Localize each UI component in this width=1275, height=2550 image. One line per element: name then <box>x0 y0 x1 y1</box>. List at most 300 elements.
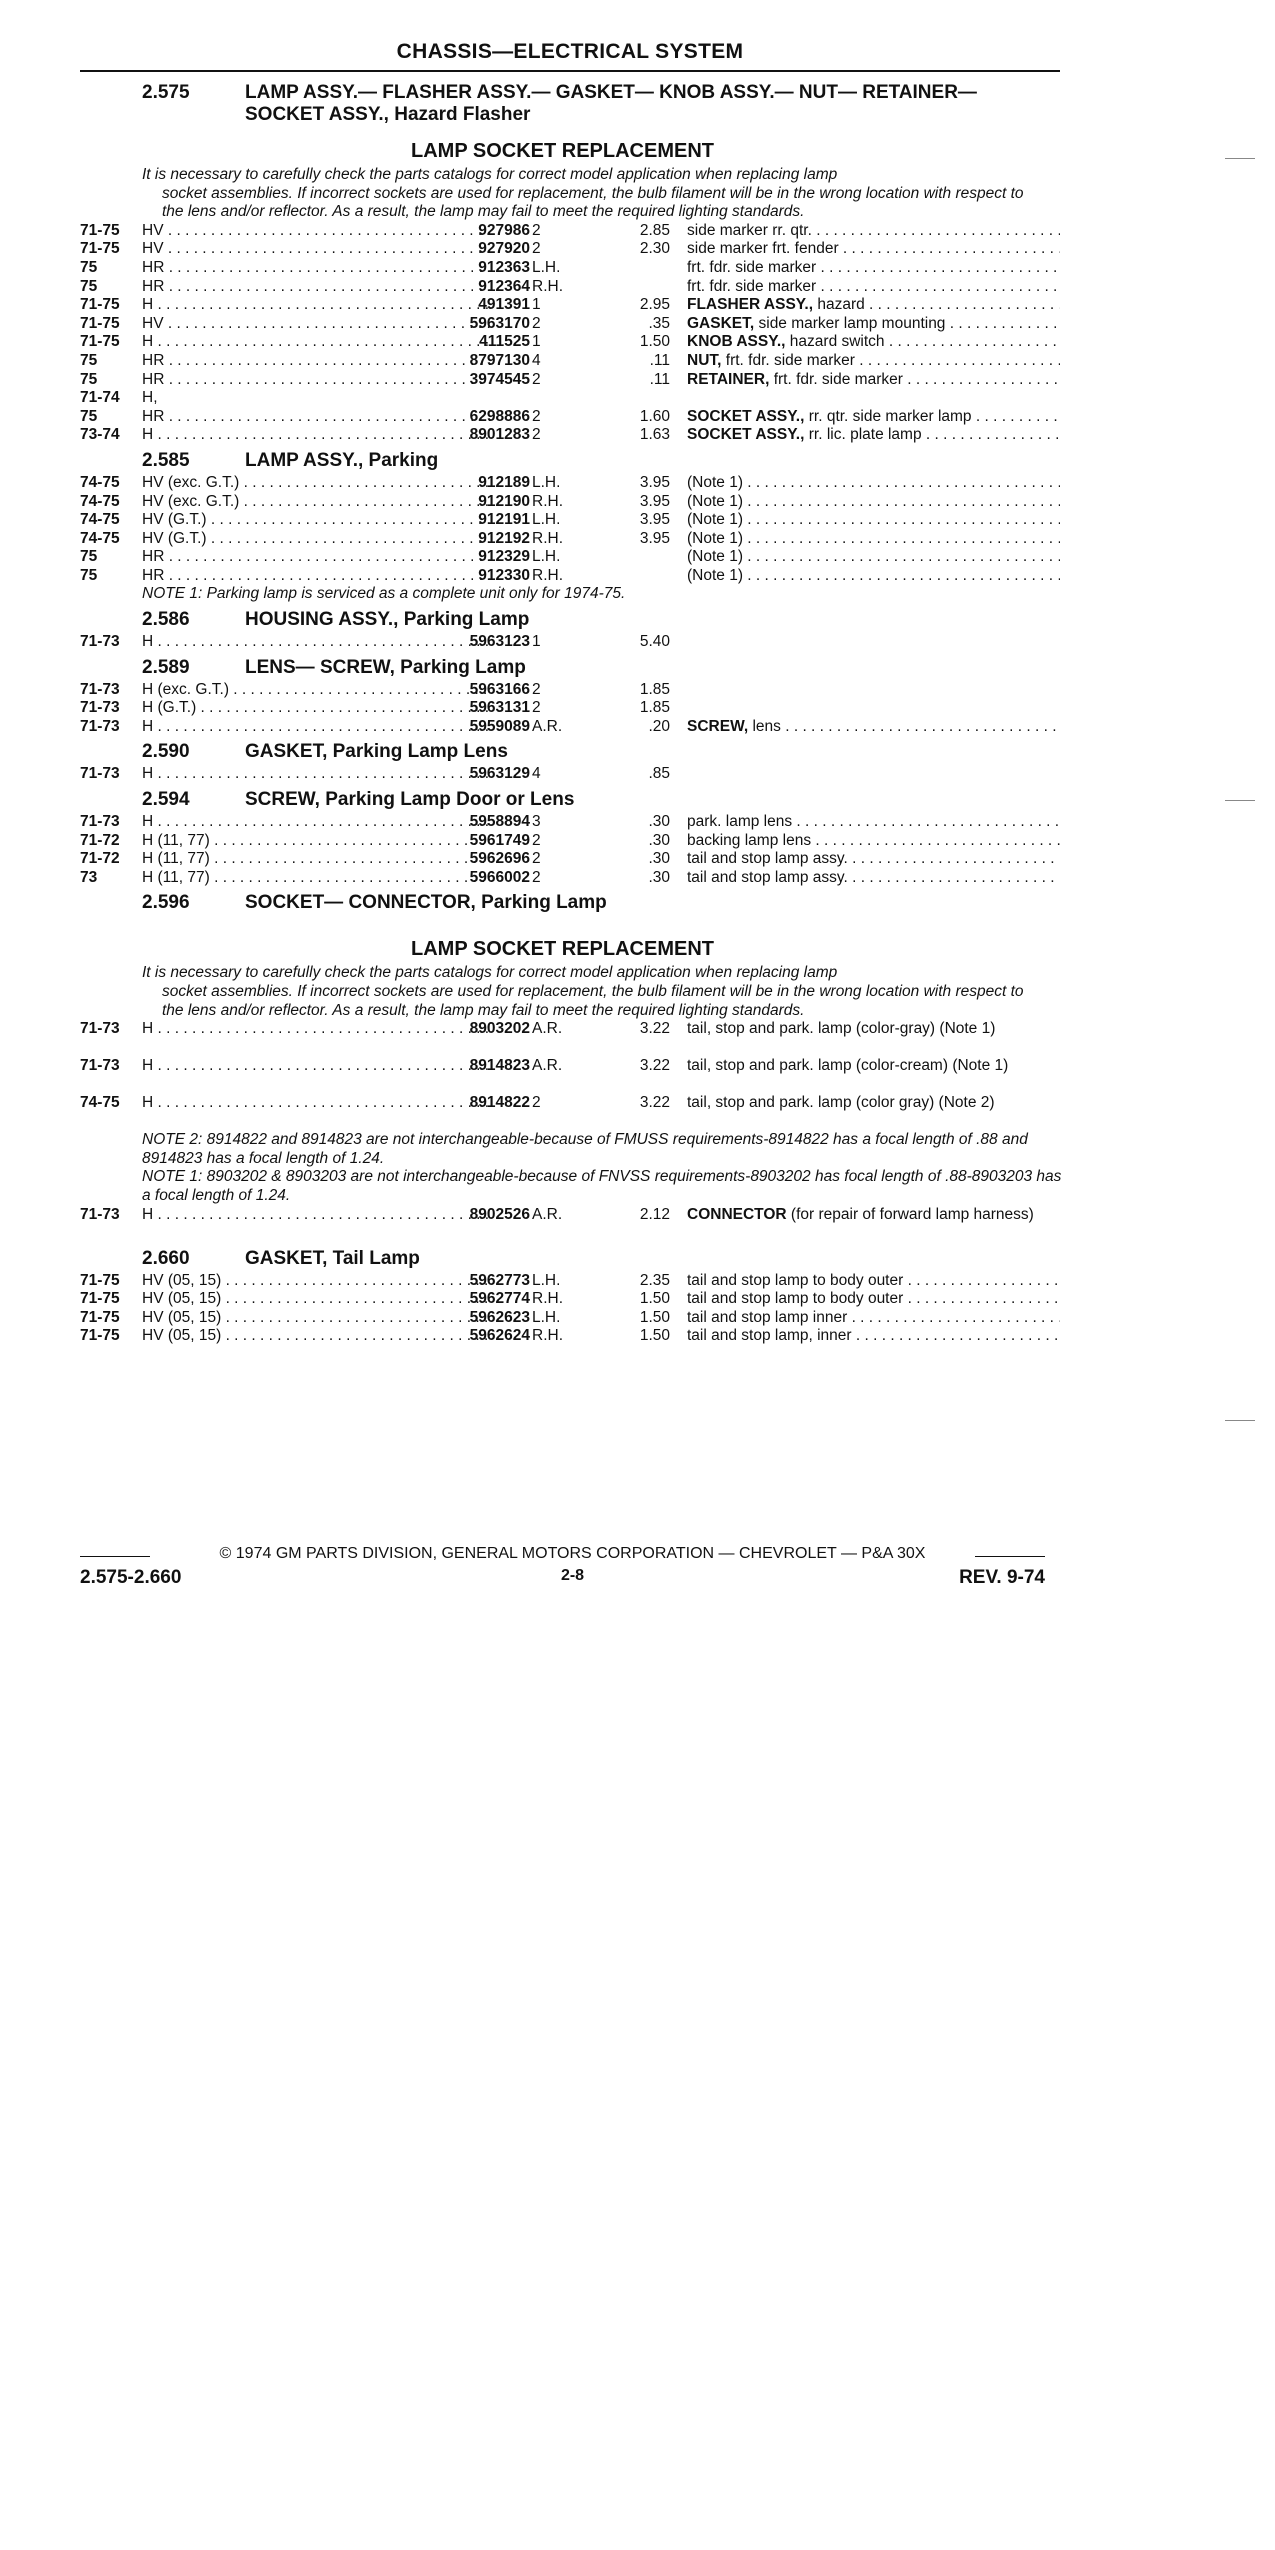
table-row <box>80 333 1065 352</box>
price: .30 <box>648 850 670 868</box>
part-number: 8903202 <box>469 1020 530 1038</box>
part-name-text: (Note 1) <box>687 548 743 566</box>
part-name <box>687 315 1060 334</box>
part-name-text: side marker frt. fender <box>687 240 839 258</box>
model-code: H (11, 77) . . . <box>142 850 492 869</box>
year-range: 74-75 <box>80 492 120 510</box>
quantity: A.R. <box>532 1205 563 1223</box>
quantity: 2 <box>532 680 541 698</box>
table-row <box>80 633 1065 652</box>
part-number: 912329 <box>478 548 530 566</box>
part-name-bold: KNOB ASSY., <box>687 333 786 351</box>
price: 3.95 <box>639 529 670 547</box>
table-row <box>80 718 1065 737</box>
part-name-bold: FLASHER ASSY., <box>687 296 814 314</box>
model-code: HR . . . <box>142 548 492 567</box>
year-range: 71-73 <box>80 680 120 698</box>
part-number: 491391 <box>478 296 530 314</box>
part-number: 5962623 <box>469 1308 530 1326</box>
quantity: R.H. <box>532 566 563 584</box>
part-number: 5962696 <box>469 850 530 868</box>
year-range: 71-75 <box>80 333 120 351</box>
section-title: GASKET, Parking Lamp Lens <box>245 741 508 763</box>
price: 3.95 <box>639 492 670 510</box>
part-name-text: (Note 1) <box>687 473 743 491</box>
parts-table-2660 <box>80 1272 1065 1346</box>
part-name-text: rr. qtr. side marker lamp <box>804 407 972 425</box>
model-code: H . . . <box>142 765 492 784</box>
quantity: 2 <box>532 314 541 332</box>
part-name <box>687 1272 1060 1291</box>
section-number: 2.585 <box>142 449 190 471</box>
quantity: 2 <box>532 850 541 868</box>
part-number: 5962624 <box>469 1327 530 1345</box>
part-name-text: tail and stop lamp to body outer <box>687 1290 904 1308</box>
quantity: L.H. <box>532 511 561 529</box>
section-title: LAMP ASSY., Parking <box>245 449 439 471</box>
year-range: 71-73 <box>80 765 120 783</box>
quantity: 4 <box>532 351 541 369</box>
part-name-text: side marker rr. qtr. <box>687 221 812 239</box>
parts-table-2590 <box>80 765 1065 784</box>
quantity: R.H. <box>532 529 563 547</box>
price: 3.95 <box>639 511 670 529</box>
year-range: 73 <box>80 868 98 886</box>
footer-copyright-line <box>80 1545 1065 1567</box>
table-row <box>80 1057 1065 1094</box>
part-number: 912190 <box>478 492 530 510</box>
part-name-bold: GASKET, <box>687 314 755 332</box>
model-code: HR . . . <box>142 352 492 371</box>
table-row <box>80 493 1065 512</box>
part-name <box>687 850 1060 869</box>
model-code: H (exc. G.T.) . . . <box>142 681 492 700</box>
part-name <box>687 371 1060 390</box>
part-number: 3974545 <box>469 370 530 388</box>
margin-mark <box>1225 1420 1255 1421</box>
section-2589 <box>80 655 1065 681</box>
year-range: 74-75 <box>80 529 120 547</box>
footer-page-number: 2-8 <box>560 1567 585 1584</box>
year-range: 71-75 <box>80 221 120 239</box>
page-footer <box>80 1545 1065 1589</box>
model-code: H . . . <box>142 426 492 445</box>
paragraph-rest: socket assemblies. If incorrect sockets are used for replacement, the bulb filament will be in the wrong location with respect to the lens and/or reflector. As a result, the lamp may fail to meet the required lighting standards. <box>162 184 1024 221</box>
price: .11 <box>649 370 670 388</box>
table-row <box>80 699 1065 718</box>
quantity: 3 <box>532 813 541 831</box>
price: 1.50 <box>639 333 670 351</box>
part-name-bold: SCREW, <box>687 717 749 735</box>
model-code: HV (G.T.) . . . <box>142 511 492 530</box>
part-name <box>687 222 1060 241</box>
model-code: H . . . <box>142 1206 492 1225</box>
part-number: 912191 <box>478 511 530 529</box>
year-range: 73-74 <box>80 426 120 444</box>
parts-table-2585 <box>80 474 1065 586</box>
table-row <box>80 511 1065 530</box>
model-code: H (11, 77) . . . <box>142 869 492 888</box>
price: 1.50 <box>639 1290 670 1308</box>
quantity: 1 <box>532 633 541 651</box>
model-code: HV (05, 15) . . . <box>142 1272 492 1291</box>
part-name-text: tail and stop lamp assy. <box>687 850 848 868</box>
year-range: 71-75 <box>80 1308 120 1326</box>
part-number: 8797130 <box>469 351 530 369</box>
part-name <box>687 548 1060 567</box>
price: 1.60 <box>639 407 670 425</box>
part-name-bold: SOCKET ASSY., <box>687 426 805 444</box>
section-2594 <box>80 787 1065 813</box>
price: 3.22 <box>639 1094 670 1112</box>
part-name-text: frt. fdr. side marker <box>687 258 817 276</box>
table-row <box>80 567 1065 586</box>
table-row <box>80 548 1065 567</box>
year-range: 71-73 <box>80 633 120 651</box>
year-range: 71-75 <box>80 1271 120 1289</box>
price: 2.95 <box>639 296 670 314</box>
socket-replacement-paragraph <box>80 166 1042 222</box>
part-number: 8914823 <box>469 1057 530 1075</box>
year-range: 75 <box>80 548 98 566</box>
part-name <box>687 511 1060 530</box>
part-number: 5963131 <box>469 699 530 717</box>
year-range: 71-73 <box>80 717 120 735</box>
part-number: 5958894 <box>469 813 530 831</box>
year-range: 75 <box>80 370 98 388</box>
part-name-text: tail, stop and park. lamp (color-gray) (Note 1) <box>687 1020 996 1038</box>
part-name-text: (for repair of forward lamp harness) <box>786 1205 1034 1223</box>
year-range: 71-75 <box>80 314 120 332</box>
parts-table-2575 <box>80 222 1065 389</box>
model-code: H, <box>142 389 158 407</box>
table-row <box>80 1272 1065 1291</box>
model-code: HV (G.T.) . . . <box>142 530 492 549</box>
price: 3.22 <box>639 1057 670 1075</box>
quantity: 2 <box>532 240 541 258</box>
footer-info-line <box>80 1567 1065 1589</box>
quantity: L.H. <box>532 258 561 276</box>
quantity: 1 <box>532 296 541 314</box>
model-code: HR . . . <box>142 371 492 390</box>
table-row <box>80 869 1065 888</box>
section-2586 <box>80 607 1065 633</box>
part-name-text: (Note 1) <box>687 492 743 510</box>
model-code: H . . . <box>142 633 492 652</box>
table-row <box>80 240 1065 259</box>
model-code: HV . . . <box>142 222 492 241</box>
model-code: H . . . <box>142 333 492 352</box>
price: 2.30 <box>639 240 670 258</box>
parts-table-2596 <box>80 1020 1065 1131</box>
part-name <box>687 259 1060 278</box>
note-1b: NOTE 1: 8903202 & 8903203 are not interchangeable-because of FNVSS requirements-8903202 has focal length of .88-8903203 has a focal length of 1.24. <box>142 1168 1062 1204</box>
year-range: 71-73 <box>80 1205 120 1223</box>
footer-rule-left <box>80 1556 150 1557</box>
part-name-text: backing lamp lens <box>687 831 812 849</box>
paragraph-line: It is necessary to carefully check the parts catalogs for correct model application when replacing lamp <box>142 166 838 183</box>
section-number: 2.586 <box>142 609 190 631</box>
quantity: 1 <box>532 333 541 351</box>
part-number: 912363 <box>478 258 530 276</box>
price: 2.12 <box>639 1205 670 1223</box>
part-name <box>687 832 1060 851</box>
price: 1.85 <box>639 680 670 698</box>
quantity: 2 <box>532 370 541 388</box>
table-row <box>80 222 1065 241</box>
part-name <box>687 1290 1060 1309</box>
part-number: 5959089 <box>469 717 530 735</box>
part-name <box>687 352 1060 371</box>
part-number: 5963129 <box>469 765 530 783</box>
part-number: 8914822 <box>469 1094 530 1112</box>
part-name-bold: SOCKET ASSY., <box>687 407 805 425</box>
price: .30 <box>648 813 670 831</box>
part-name <box>687 1309 1060 1328</box>
table-row <box>80 765 1065 784</box>
part-number: 5962773 <box>469 1271 530 1289</box>
quantity: R.H. <box>532 1290 563 1308</box>
part-name <box>687 869 1060 888</box>
quantity: 4 <box>532 765 541 783</box>
model-code: HR . . . <box>142 408 492 427</box>
table-row <box>80 474 1065 493</box>
part-name-text: park. lamp lens <box>687 813 793 831</box>
year-range: 71-75 <box>80 1290 120 1308</box>
model-code: HV (05, 15) . . . <box>142 1327 492 1346</box>
socket-replacement-paragraph-2 <box>80 964 1042 1020</box>
model-code: HV (exc. G.T.) . . . <box>142 474 492 493</box>
part-name <box>687 567 1060 586</box>
part-name-text: side marker lamp mounting <box>754 314 946 332</box>
paragraph-rest: socket assemblies. If incorrect sockets are used for replacement, the bulb filament will be in the wrong location with respect to the lens and/or reflector. As a result, the lamp may fail to meet the required lighting standards. <box>162 983 1024 1019</box>
part-number: 912192 <box>478 529 530 547</box>
part-name-text: tail and stop lamp inner <box>687 1308 848 1326</box>
part-name <box>687 240 1060 259</box>
quantity: R.H. <box>532 277 563 295</box>
part-name-text: lens <box>748 717 781 735</box>
page-header-title: CHASSIS—ELECTRICAL SYSTEM <box>396 40 744 63</box>
catalog-body <box>80 78 1065 1346</box>
model-code: HV (05, 15) . . . <box>142 1290 492 1309</box>
year-range: 75 <box>80 407 98 425</box>
part-name-text: frt. fdr. side marker <box>769 370 903 388</box>
year-range: 71-72 <box>80 850 120 868</box>
table-row <box>80 259 1065 278</box>
price: .30 <box>648 831 670 849</box>
quantity: A.R. <box>532 717 563 735</box>
part-name-text: (Note 1) <box>687 511 743 529</box>
section-number: 2.589 <box>142 656 190 678</box>
quantity: 2 <box>532 868 541 886</box>
part-name <box>687 493 1060 512</box>
year-range: 71-73 <box>80 1057 120 1075</box>
quantity: 2 <box>532 426 541 444</box>
footer-range: 2.575-2.660 <box>80 1567 182 1588</box>
quantity: A.R. <box>532 1020 563 1038</box>
quantity: R.H. <box>532 492 563 510</box>
quantity: L.H. <box>532 1308 561 1326</box>
table-row <box>80 278 1065 297</box>
model-code: H . . . <box>142 1020 492 1039</box>
footer-rule-right <box>975 1556 1045 1557</box>
model-code: H . . . <box>142 1057 492 1076</box>
section-2660 <box>80 1246 1065 1272</box>
quantity: L.H. <box>532 1271 561 1289</box>
year-range: 74-75 <box>80 473 120 491</box>
margin-mark <box>1225 158 1255 159</box>
part-name <box>687 278 1060 297</box>
price: 3.95 <box>639 473 670 491</box>
part-name-text: (Note 1) <box>687 529 743 547</box>
part-name <box>687 813 1060 832</box>
part-number: 5962774 <box>469 1290 530 1308</box>
quantity: L.H. <box>532 473 561 491</box>
part-name-text: tail and stop lamp to body outer <box>687 1271 904 1289</box>
quantity: 2 <box>532 221 541 239</box>
part-name-text: frt. fdr. side marker <box>687 277 817 295</box>
part-name-text: hazard switch <box>785 333 885 351</box>
quantity: A.R. <box>532 1057 563 1075</box>
price: 3.22 <box>639 1020 670 1038</box>
price: 1.63 <box>639 426 670 444</box>
table-row <box>80 850 1065 869</box>
price: .30 <box>648 868 670 886</box>
part-number: 6298886 <box>469 407 530 425</box>
socket-replacement-heading: LAMP SOCKET REPLACEMENT <box>411 140 714 162</box>
part-name-text: (Note 1) <box>687 566 743 584</box>
part-name <box>687 333 1060 352</box>
section-title: LENS— SCREW, Parking Lamp <box>245 656 526 678</box>
model-code: H . . . <box>142 813 492 832</box>
price: 1.50 <box>639 1308 670 1326</box>
section-2596 <box>80 890 1065 916</box>
part-number: 912364 <box>478 277 530 295</box>
year-range: 71-74 <box>80 389 120 407</box>
section-title: HOUSING ASSY., Parking Lamp <box>245 609 530 631</box>
table-row <box>80 1020 1065 1057</box>
quantity: R.H. <box>532 1327 563 1345</box>
part-name <box>687 408 1060 427</box>
model-code: HR . . . <box>142 259 492 278</box>
section-number: 2.594 <box>142 789 190 811</box>
margin-mark <box>1225 800 1255 801</box>
year-range: 75 <box>80 277 98 295</box>
year-range: 71-72 <box>80 831 120 849</box>
model-code: H (G.T.) . . . <box>142 699 492 718</box>
section-number: 2.596 <box>142 892 190 914</box>
section-number: 2.660 <box>142 1247 190 1269</box>
part-name-text: tail and stop lamp, inner <box>687 1327 852 1345</box>
section-title: GASKET, Tail Lamp <box>245 1247 420 1269</box>
note-parking-lamp: NOTE 1: Parking lamp is serviced as a complete unit only for 1974-75. <box>142 585 626 603</box>
part-number: 5966002 <box>469 868 530 886</box>
table-row <box>80 408 1065 427</box>
table-row <box>80 389 1065 408</box>
year-range: 75 <box>80 351 98 369</box>
parts-table-2575b <box>80 408 1065 445</box>
table-row <box>80 1290 1065 1309</box>
table-row <box>80 426 1065 445</box>
part-number: 5963170 <box>469 314 530 332</box>
price: 2.35 <box>639 1271 670 1289</box>
part-name-text: hazard <box>813 296 865 314</box>
section-2575 <box>80 82 1065 130</box>
quantity: 2 <box>532 831 541 849</box>
part-name-text: tail, stop and park. lamp (color gray) (Note 2) <box>687 1094 995 1112</box>
year-range: 71-73 <box>80 699 120 717</box>
part-name-bold: CONNECTOR <box>687 1205 787 1223</box>
part-name-text: tail and stop lamp assy. <box>687 868 848 886</box>
part-name <box>687 1327 1060 1346</box>
part-number: 8901283 <box>469 426 530 444</box>
model-code: HR . . . <box>142 278 492 297</box>
table-row <box>80 315 1065 334</box>
model-code: HV . . . <box>142 240 492 259</box>
section-number: 2.575 <box>142 82 190 103</box>
table-row <box>80 681 1065 700</box>
price: .20 <box>648 717 670 735</box>
section-title: SCREW, Parking Lamp Door or Lens <box>245 789 575 811</box>
section-title: SOCKET— CONNECTOR, Parking Lamp <box>245 892 607 914</box>
table-row <box>80 530 1065 549</box>
table-row <box>80 296 1065 315</box>
model-code: H (11, 77) . . . <box>142 832 492 851</box>
model-code: HV (05, 15) . . . <box>142 1309 492 1328</box>
socket-replacement-heading-2: LAMP SOCKET REPLACEMENT <box>411 938 714 961</box>
year-range: 71-75 <box>80 296 120 314</box>
quantity: L.H. <box>532 548 561 566</box>
quantity: 2 <box>532 407 541 425</box>
quantity: 2 <box>532 1094 541 1112</box>
year-range: 71-73 <box>80 1020 120 1038</box>
paragraph-line: It is necessary to carefully check the parts catalogs for correct model application when replacing lamp <box>142 964 838 982</box>
price: .85 <box>648 765 670 783</box>
price: .11 <box>649 351 670 369</box>
section-2590 <box>80 739 1065 765</box>
section-2585 <box>80 448 1065 474</box>
table-row <box>80 1327 1065 1346</box>
part-number: 8902526 <box>469 1205 530 1223</box>
year-range: 71-75 <box>80 240 120 258</box>
price: 5.40 <box>639 633 670 651</box>
model-code: H . . . <box>142 718 492 737</box>
year-range: 75 <box>80 566 98 584</box>
year-range: 74-75 <box>80 511 120 529</box>
part-number: 912189 <box>478 473 530 491</box>
part-name <box>687 530 1060 549</box>
part-name <box>687 1206 1060 1225</box>
table-row <box>80 1094 1065 1131</box>
price: 2.85 <box>639 221 670 239</box>
section-title: LAMP ASSY.— FLASHER ASSY.— GASKET— KNOB ASSY.— NUT— RETAINER— SOCKET ASSY., Hazard Flasher <box>245 82 977 125</box>
part-number: 5963123 <box>469 633 530 651</box>
table-row <box>80 1309 1065 1328</box>
part-name <box>687 296 1060 315</box>
model-code: HR . . . <box>142 567 492 586</box>
table-row <box>80 371 1065 390</box>
part-number: 927986 <box>478 221 530 239</box>
part-name-bold: NUT, <box>687 351 722 369</box>
part-name <box>687 426 1060 445</box>
model-code: H . . . <box>142 1094 492 1113</box>
year-range: 75 <box>80 258 98 276</box>
price: 1.85 <box>639 699 670 717</box>
parts-table-2586 <box>80 633 1065 652</box>
year-range: 74-75 <box>80 1094 120 1112</box>
part-number: 411525 <box>479 333 530 351</box>
note-2: NOTE 2: 8914822 and 8914823 are not interchangeable-because of FMUSS requirements-8914822 has a focal length of .88 and 8914823 has a focal length of 1.24. <box>142 1131 1028 1167</box>
